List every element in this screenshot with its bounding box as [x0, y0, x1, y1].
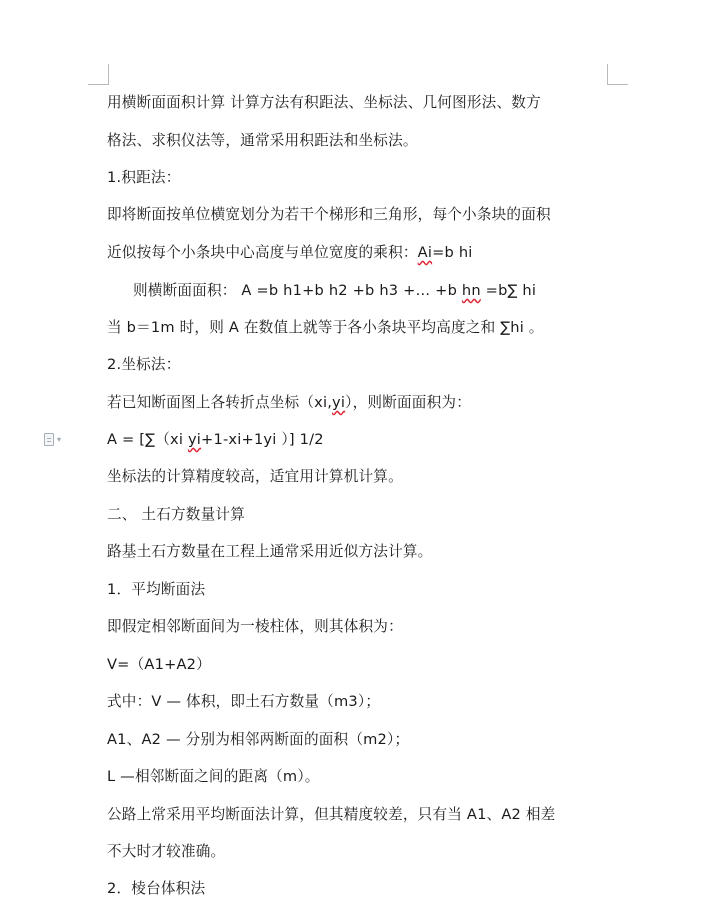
document-icon — [44, 433, 54, 446]
paragraph-line: A1、A2 — 分别为相邻两断面的面积（m2）； — [107, 731, 410, 748]
document-comment-icon[interactable] — [44, 433, 61, 446]
section-heading: 2.坐标法： — [107, 356, 181, 373]
paragraph-line: 当 b＝1m 时，则 A 在数值上就等于各小条块平均高度之和 ∑hi 。 — [107, 319, 544, 336]
spellcheck-underline: yi — [187, 431, 202, 448]
formula-line: A = [∑（xi yi+1-xi+1yi ）] 1/2 — [107, 431, 324, 448]
paragraph-line: 式中：V — 体积，即土石方数量（m3）； — [107, 693, 381, 710]
spellcheck-underline: hn — [461, 282, 481, 299]
paragraph-line: 坐标法的计算精度较高，适宜用计算机计算。 — [107, 468, 403, 485]
page-corner-mark-top-right — [607, 64, 628, 85]
section-heading: 1．平均断面法 — [107, 581, 206, 598]
paragraph-line: 格法、求积仪法等，通常采用积距法和坐标法。 — [107, 132, 418, 149]
spellcheck-underline: yi — [332, 394, 346, 411]
page-corner-mark-top-left — [88, 64, 109, 85]
paragraph-line: 若已知断面图上各转折点坐标（xi,yi），则断面面积为： — [107, 394, 471, 411]
formula-line: 则横断面面积： A =b h1+b h2 +b h3 +… +b hn =b∑ hi — [133, 282, 537, 299]
paragraph-line: L —相邻断面之间的距离（m）。 — [107, 768, 320, 785]
paragraph-line: 即将断面按单位横宽划分为若干个梯形和三角形，每个小条块的面积 — [107, 206, 551, 223]
formula-line: V=（A1+A2） — [107, 656, 211, 673]
spellcheck-underline: Ai — [417, 244, 433, 261]
paragraph-line: 用横断面面积计算 计算方法有积距法、坐标法、几何图形法、数方 — [107, 94, 541, 111]
chevron-down-icon: ▾ — [57, 434, 62, 444]
paragraph-line: 路基土石方数量在工程上通常采用近似方法计算。 — [107, 543, 433, 560]
section-heading: 1.积距法： — [107, 169, 181, 186]
paragraph-line: 即假定相邻断面间为一棱柱体，则其体积为： — [107, 618, 403, 635]
paragraph-line: 不大时才较准确。 — [107, 843, 226, 860]
paragraph-line: 近似按每个小条块中心高度与单位宽度的乘积：Ai=b hi — [107, 244, 473, 261]
paragraph-line: 公路上常采用平均断面法计算，但其精度较差，只有当 A1、A2 相差 — [107, 806, 556, 823]
section-heading: 2．棱台体积法 — [107, 880, 206, 897]
section-heading: 二、 土石方数量计算 — [107, 506, 245, 523]
